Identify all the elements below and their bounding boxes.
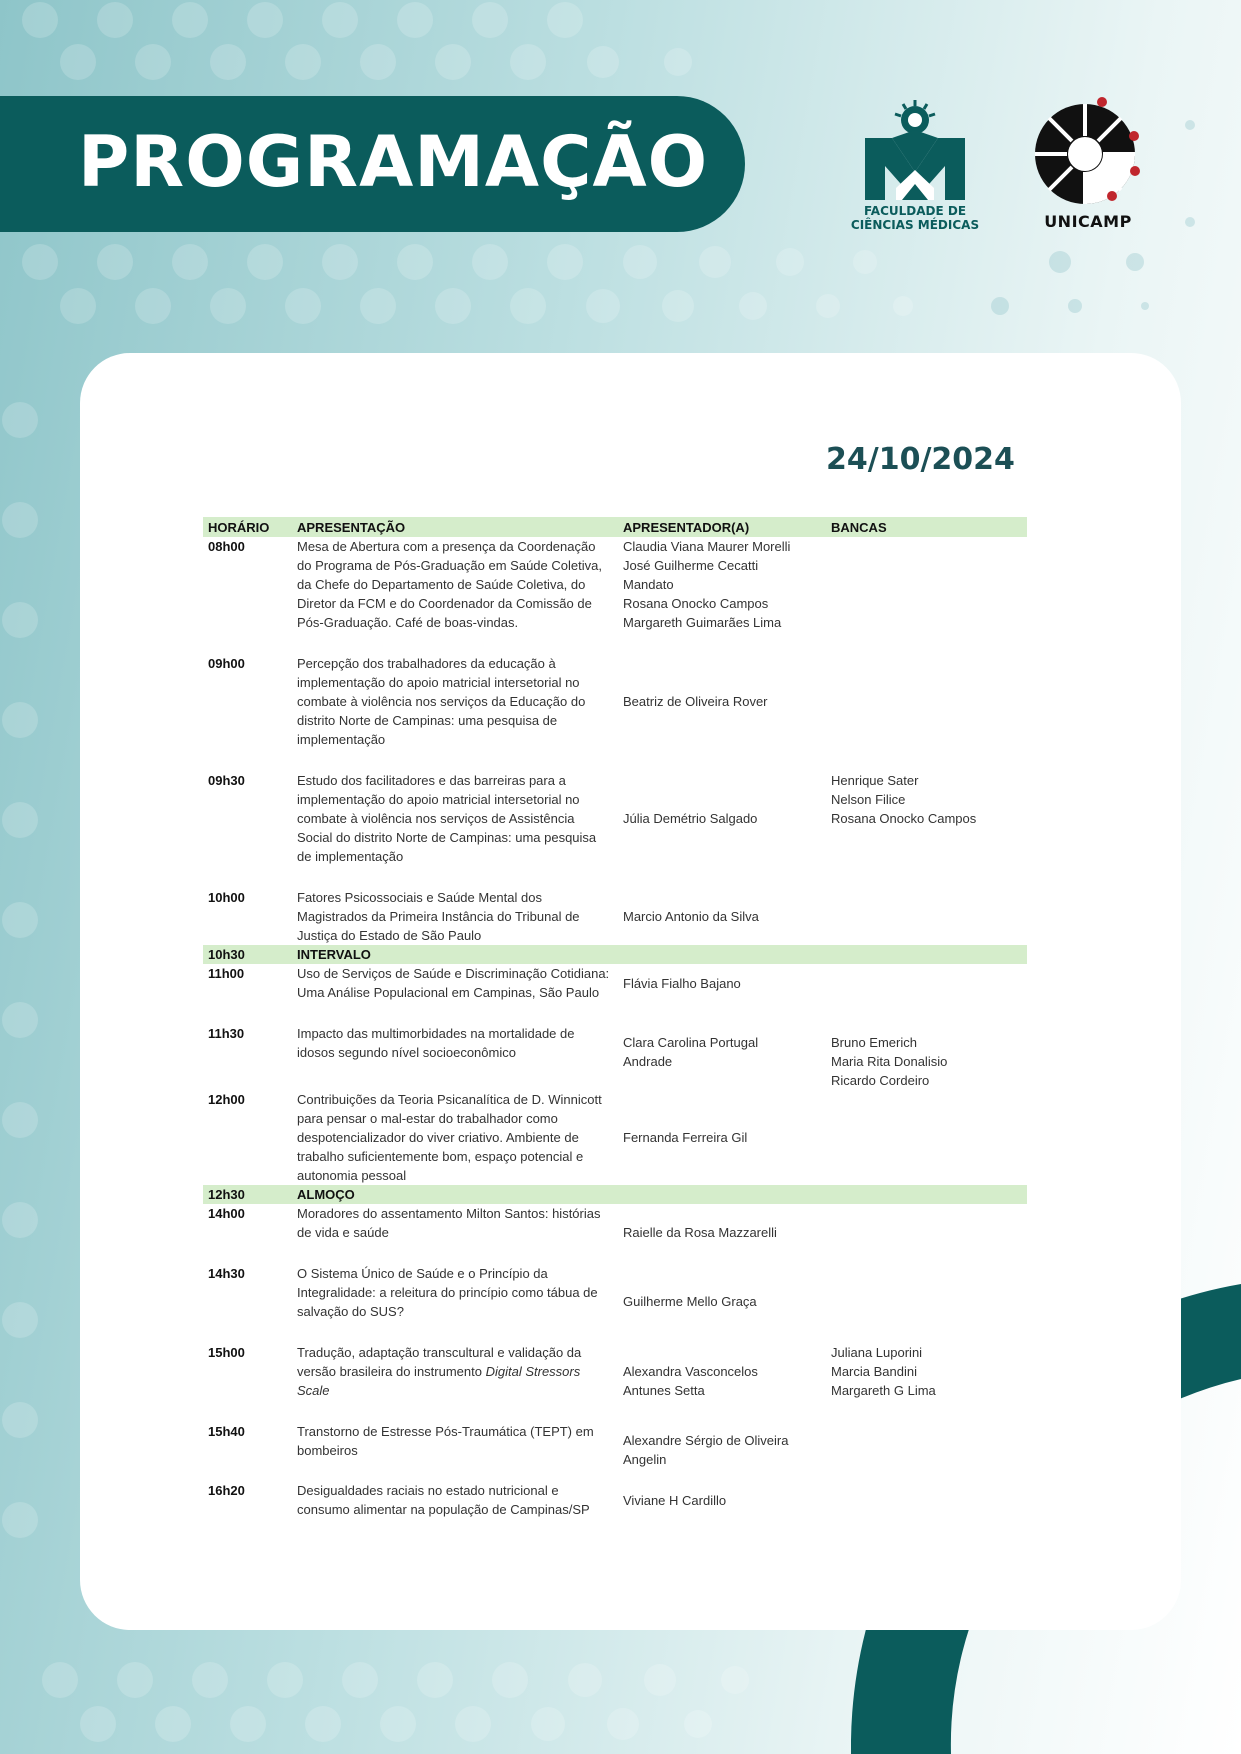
row-time: 14h30 [208,1266,245,1281]
row-presenter: Viviane H Cardillo [623,1492,727,1508]
row-spacer [203,749,1027,771]
presenter-line: Rosana Onocko Campos [623,596,769,611]
row-spacer [203,1469,1027,1481]
row-time: 11h30 [208,1026,245,1041]
row-panel [826,888,1027,945]
presenter-line: Angelin [623,1452,667,1467]
row-presentation-title: Desigualdades raciais no estado nutricional e consumo alimentar na população de Campinas/SP [297,1483,590,1517]
page-title: PROGRAMAÇÃO [78,121,709,203]
row-presenter: Beatriz de Oliveira Rover [623,694,768,709]
column-header-presentation: APRESENTAÇÃO [292,517,618,537]
break-time: 12h30 [203,1185,292,1204]
row-time: 15h40 [208,1424,245,1439]
row-time: 15h00 [208,1345,245,1360]
row-presenter: Guilherme Mello Graça [623,1294,757,1309]
presenter-line: Clara Carolina Portugal [623,1035,759,1050]
break-label: ALMOÇO [292,1185,1027,1204]
row-presenter: Raielle da Rosa Mazzarelli [623,1224,777,1240]
schedule-row-1430 [203,1264,1027,1321]
schedule-row-1200 [203,1090,1027,1185]
schedule-row-1540 [203,1422,1027,1469]
schedule-row-1100 [203,964,1027,1002]
fcm-logo-text [820,204,1010,232]
row-spacer [203,1242,1027,1264]
schedule-row-0930 [203,771,1027,866]
fcm-logo-line2: CIÊNCIAS MÉDICAS [850,218,980,232]
row-presentation-title: Percepção dos trabalhadores da educação à implementação do apoio matricial intersetorial no combate à violência nos serviços da Educação do distrito Norte de Campinas: uma pesquisa de implementação [297,656,586,747]
schedule-row-1620 [203,1481,1027,1519]
schedule-row-0800 [203,537,1027,632]
row-panel [826,537,1027,632]
row-spacer [203,1400,1027,1422]
row-time: 08h00 [208,539,245,554]
row-panel [826,654,1027,749]
presenter-line: José Guilherme Cecatti [623,558,759,573]
row-time: 16h20 [208,1483,245,1498]
column-header-time: HORÁRIO [203,517,292,537]
row-spacer [203,632,1027,654]
row-presenter [618,537,826,632]
row-panel [826,1090,1027,1185]
row-presentation-title: Fatores Psicossociais e Saúde Mental dos Magistrados da Primeira Instância do Tribunal de Justiça do Estado de São Paulo [297,890,580,943]
panel-member: Nelson Filice [831,792,906,807]
row-panel [826,1024,1027,1090]
row-presentation-title: Moradores do assentamento Milton Santos: histórias de vida e saúde [297,1206,601,1240]
schedule-break-1230 [203,1185,1027,1204]
panel-member: Rosana Onocko Campos [831,811,977,826]
panel-member: Marcia Bandini [831,1364,917,1379]
table-header-row [203,517,1027,537]
column-header-panel: BANCAS [826,517,1027,537]
presenter-line: Antunes Setta [623,1383,705,1398]
row-presentation-title: Mesa de Abertura com a presença da Coordenação do Programa de Pós-Graduação em Saúde Coletiva, da Chefe do Departamento de Saúde Coletiva, do Diretor da FCM e do Coordenador da Comissão de Pós-Graduação. Café de boas-vindas. [297,539,602,630]
schedule-row-1130 [203,1024,1027,1090]
row-presentation-title: Transtorno de Estresse Pós-Traumática (TEPT) em bombeiros [297,1424,594,1458]
presenter-line: Alexandre Sérgio de Oliveira [623,1433,789,1448]
panel-member: Ricardo Cordeiro [831,1073,930,1088]
row-time: 11h00 [208,966,245,981]
schedule-row-0900 [203,654,1027,749]
row-time: 14h00 [208,1206,245,1221]
row-time: 10h00 [208,890,245,905]
row-presenter: Fernanda Ferreira Gil [623,1130,748,1145]
schedule-table [203,517,1027,1519]
row-presentation-title: Uso de Serviços de Saúde e Discriminação Cotidiana: Uma Análise Populacional em Campinas, São Paulo [297,966,610,1000]
row-presenter: Júlia Demétrio Salgado [623,811,758,826]
row-spacer [203,1002,1027,1024]
schedule-row-1500 [203,1343,1027,1400]
row-time: 12h00 [208,1092,245,1107]
row-time: 09h30 [208,773,245,788]
row-presenter [618,1422,826,1469]
unicamp-logo-text: UNICAMP [1044,212,1132,231]
event-date: 24/10/2024 [826,442,1015,477]
row-presenter: Flávia Fialho Bajano [623,975,741,991]
row-presentation-title: Contribuições da Teoria Psicanalítica de D. Winnicott para pensar o mal-estar do trabalhador como despotencializador do viver criativo. Ambiente de trabalho suficientemente bom, espaço potencial e autonomia pessoal [297,1092,602,1183]
fcm-logo-line1: FACULDADE DE [863,204,967,218]
column-header-presenter: APRESENTADOR(A) [618,517,826,537]
row-panel [826,1343,1027,1400]
unicamp-logo-icon [1022,96,1152,216]
presenter-line: Andrade [623,1054,673,1069]
panel-member: Maria Rita Donalisio [831,1054,948,1069]
panel-member: Margareth G Lima [831,1383,936,1398]
row-presentation-title: Estudo dos facilitadores e das barreiras para a implementação do apoio matricial intersetorial no combate à violência nos serviços de Assistência Social do distrito Norte de Campinas: uma pesquisa de implementação [297,773,597,864]
panel-member: Bruno Emerich [831,1035,917,1050]
schedule-break-1030 [203,945,1027,964]
panel-member: Henrique Sater [831,773,919,788]
presenter-line: Margareth Guimarães Lima [623,615,782,630]
presenter-line: Mandato [623,577,674,592]
presenter-line: Claudia Viana Maurer Morelli [623,539,791,554]
title-text: Tradução, adaptação transcultural e validação da versão brasileira do instrumento [297,1345,582,1379]
row-panel [826,964,1027,1002]
row-presenter [618,1024,826,1090]
row-spacer [203,866,1027,888]
row-spacer [203,1321,1027,1343]
title-instrument-name: Digital Stressors Scale [297,1364,581,1398]
row-presenter: Marcio Antonio da Silva [623,909,759,924]
schedule-row-1000 [203,888,1027,945]
row-panel [826,771,1027,866]
panel-member: Juliana Luporini [831,1345,923,1360]
row-presentation-title: O Sistema Único de Saúde e o Princípio da Integralidade: a releitura do princípio como tábua de salvação do SUS? [297,1266,598,1319]
row-presenter [618,1343,826,1400]
row-presentation-title: Impacto das multimorbidades na mortalidade de idosos segundo nível socioeconômico [297,1026,575,1060]
row-panel [826,1422,1027,1469]
schedule-row-1400 [203,1204,1027,1242]
break-label: INTERVALO [292,945,1027,964]
row-time: 09h00 [208,656,245,671]
row-panel [826,1481,1027,1519]
row-presentation-title [292,1343,618,1400]
break-time: 10h30 [203,945,292,964]
row-panel [826,1204,1027,1242]
row-panel [826,1264,1027,1321]
presenter-line: Alexandra Vasconcelos [623,1364,758,1379]
